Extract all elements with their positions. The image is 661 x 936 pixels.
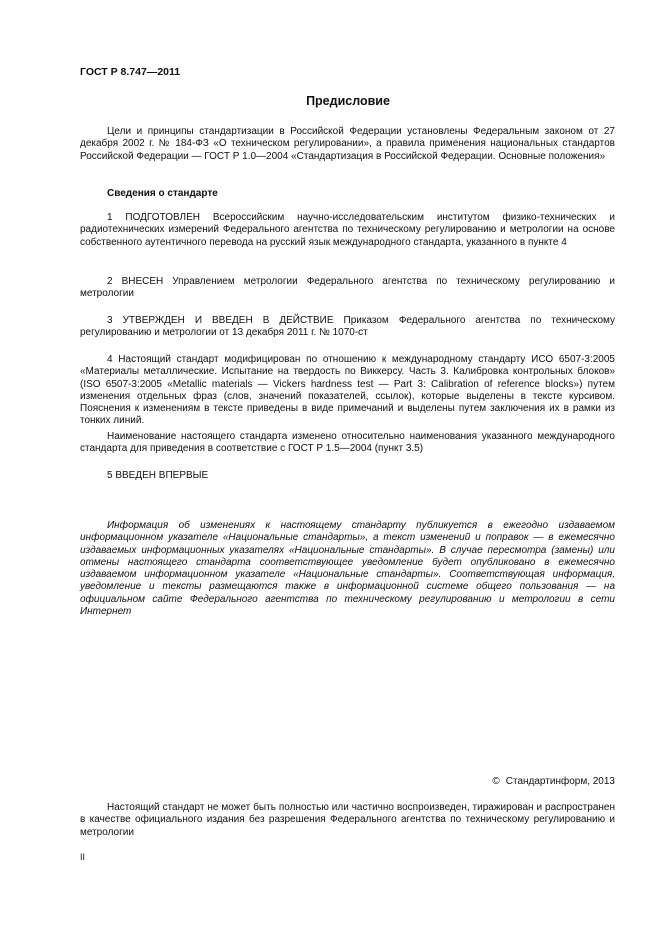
item-4-note: Наименование настоящего стандарта изменено относительно наименования указанного международного стандарта для приведения в соответствие с ГОСТ Р 1.5—2004 (пункт 3.5) [80,431,615,455]
section-subtitle: Сведения о стандарте [107,188,218,199]
intro-paragraph: Цели и принципы стандартизации в Российской Федерации установлены Федеральным законом от 27 декабря 2002 г. № 184-ФЗ «О техническом регулировании», а правила применения национальных стандартов Российской Федерации — ГОСТ Р 1.0—2004 «Стандартизация в Российской Федерации. Основные положения» [80,126,615,162]
item-5: 5 ВВЕДЕН ВПЕРВЫЕ [107,470,209,481]
document-code: ГОСТ Р 8.747—2011 [80,66,181,78]
item-3: 3 УТВЕРЖДЕН И ВВЕДЕН В ДЕЙСТВИЕ Приказом Федерального агентства по техническому регулированию и метрологии от 13 декабря 2011 г. № 1070-ст [80,315,615,339]
copyright-symbol: © [492,776,500,787]
item-4: 4 Настоящий стандарт модифицирован по отношению к международному стандарту ИСО 6507-3:2005 «Материалы металлические. Испытание на твердость по Виккерсу. Часть 3. Калибровка контрольных блоков» (ISO 6507-3:2005 «Metallic materials — Vickers hardness test — Part 3: Calibration of reference blocks») путем изменения отдельных фраз (слов, значений показателей, ссылок), которые выделены в тексте курсивом. Пояснения к изменениям в тексте приведены в виде примечаний и выделены путем заключения их в рамки из тонких линий. [80,354,615,427]
page-number: II [80,852,86,862]
item-1: 1 ПОДГОТОВЛЕН Всероссийским научно-исследовательским институтом физико-технических и радиотехнических измерений Федерального агентства по техническому регулированию и метрологии на основе собственного аутентичного перевода на русский язык международного стандарта, указанного в пункте 4 [80,212,615,248]
copyright-text: Стандартинформ, 2013 [505,776,615,787]
item-2: 2 ВНЕСЕН Управлением метрологии Федерального агентства по техническому регулированию и метрологии [80,276,615,300]
info-notice: Информация об изменениях к настоящему стандарту публикуется в ежегодно издаваемом информационном указателе «Национальные стандарты», а текст изменений и поправок — в ежемесячно издаваемых информационных указателях «Национальные стандарты». В случае пересмотра (замены) или отмены настоящего стандарта соответствующее уведомление будет опубликовано в ежемесячно издаваемом информационном указателе «Национальные стандарты». Соответствующая информация, уведомление и тексты размещаются также в информационной системе общего пользования — на официальном сайте Федерального агентства по техническому регулированию и метрологии в сети Интернет [80,520,615,618]
copyright-line [492,776,615,787]
page-title: Предисловие [306,94,390,108]
reproduction-notice: Настоящий стандарт не может быть полностью или частично воспроизведен, тиражирован и распространен в качестве официального издания без разрешения Федерального агентства по техническому регулированию и метрологии [80,802,615,838]
